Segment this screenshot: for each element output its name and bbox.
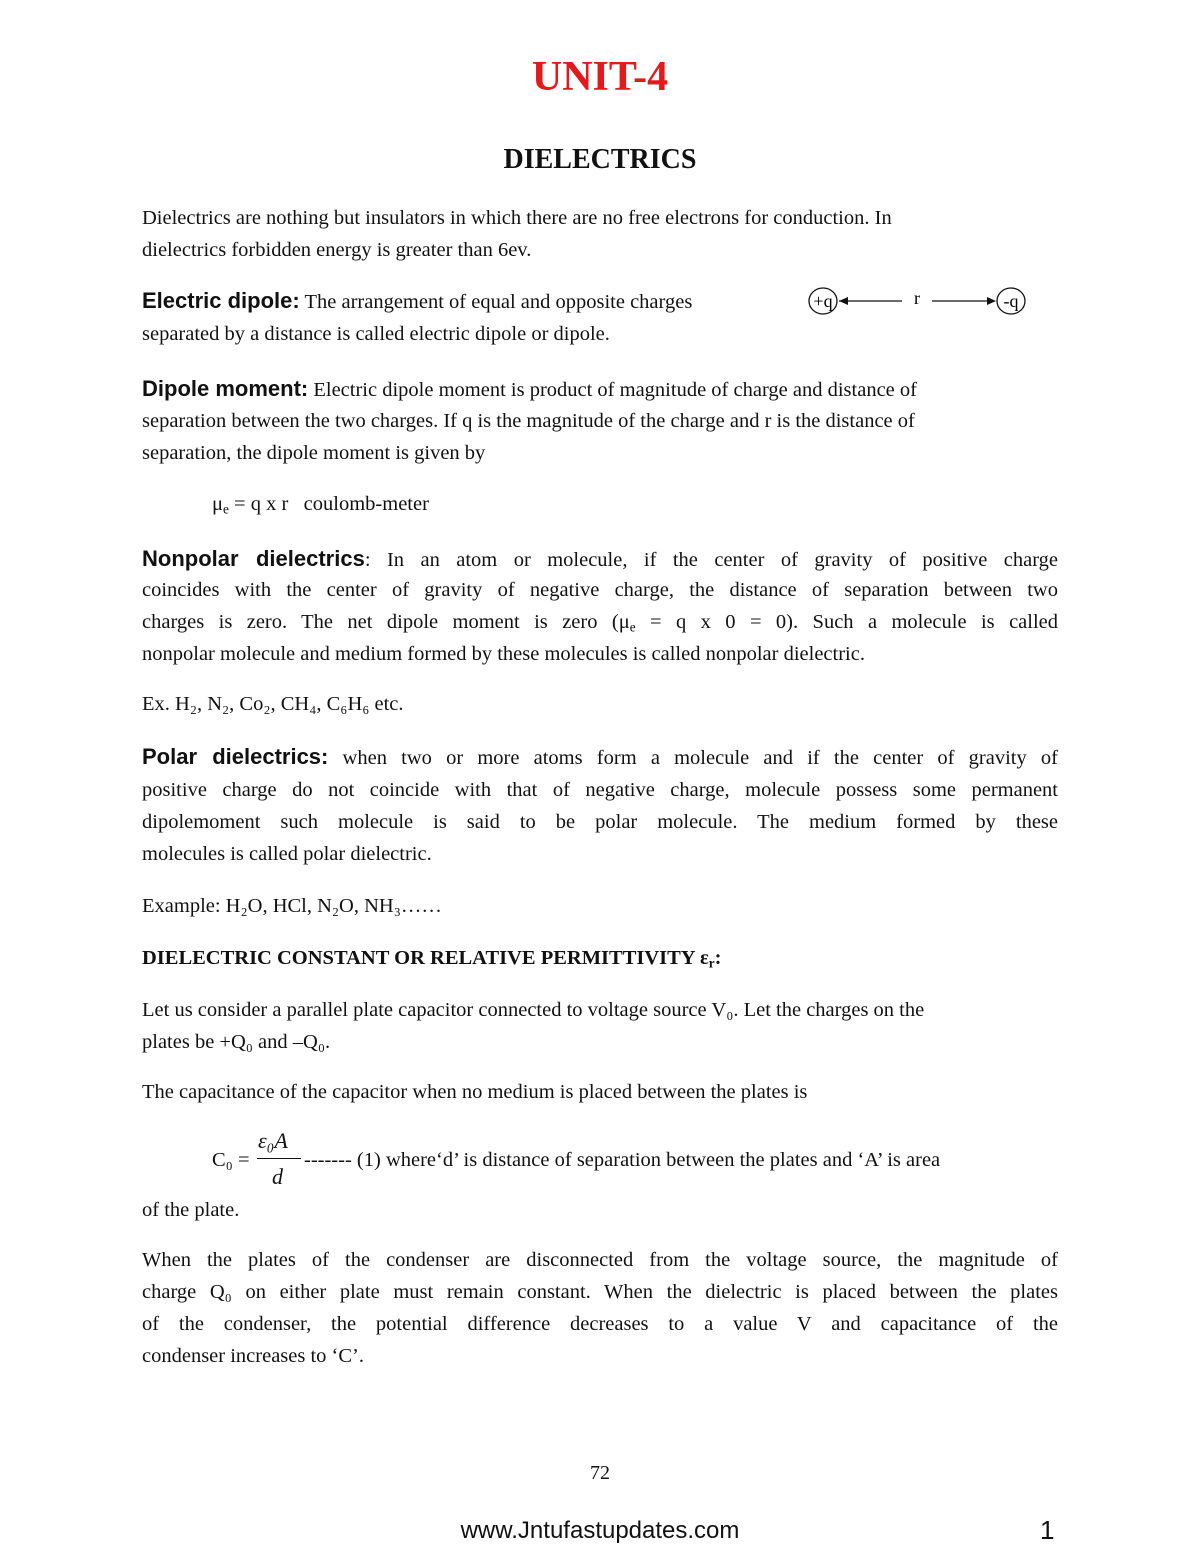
capacitor-para-line-2: plates be +Q₀ and –Q₀.	[142, 1031, 331, 1053]
dielectric-constant-heading-end: :	[714, 947, 722, 969]
footer-url: www.Jntufastupdates.com	[460, 1517, 740, 1544]
footer-page-number: 1	[1040, 1515, 1055, 1545]
page-number: 72	[590, 1462, 610, 1484]
polar-line-2: positive charge do not coincide with that of negative charge, molecule possess some permanent	[142, 779, 1058, 801]
fraction-bar	[257, 1158, 301, 1159]
mu-symbol: μ	[212, 493, 223, 515]
dipole-moment-line-1	[142, 378, 917, 401]
equation-rest: ------- (1) where‘d’ is distance of separation between the plates and ‘A’ is area	[304, 1149, 941, 1171]
intro-line-1: Dielectrics are nothing but insulators in which there are no free electrons for conduction. In	[142, 207, 892, 229]
nonpolar-line-4: nonpolar molecule and medium formed by these molecules is called nonpolar dielectric.	[142, 643, 865, 665]
condenser-para-line-3: of the condenser, the potential difference decreases to a value V and capacitance of the	[142, 1313, 1058, 1335]
nonpolar-examples: Ex. H₂, N₂, Co₂, CH₄, C₆H₆ etc.	[142, 693, 404, 715]
equation-denominator: d	[272, 1164, 283, 1189]
condenser-para-line-1: When the plates of the condenser are disconnected from the voltage source, the magnitude of	[142, 1249, 1058, 1271]
distance-label: r	[914, 288, 920, 308]
nonpolar-mu-subscript: e	[629, 619, 636, 635]
right-arrow-head	[987, 297, 996, 305]
equation-continuation: of the plate.	[142, 1199, 240, 1221]
nonpolar-line-3a: charges is zero. The net dipole moment is zero (μ	[142, 611, 630, 633]
dipole-moment-text: Electric dipole moment is product of magnitude of charge and distance of	[313, 379, 917, 401]
nonpolar-line-3	[142, 612, 1058, 633]
equation-numerator: ε₀A	[258, 1128, 288, 1153]
equation-lhs: C₀ =	[212, 1149, 250, 1171]
intro-line-2: dielectrics forbidden energy is greater than 6ev.	[142, 239, 532, 261]
formula-rest: = q x r coulomb-meter	[228, 493, 429, 515]
dipole-moment-heading: Dipole moment:	[142, 376, 309, 401]
nonpolar-heading: Nonpolar dielectrics	[142, 546, 365, 571]
electric-dipole-line-2: separated by a distance is called electric dipole or dipole.	[142, 323, 610, 345]
condenser-para-line-4: condenser increases to ‘C’.	[142, 1345, 364, 1367]
nonpolar-line-2: coincides with the center of gravity of negative charge, the distance of separation between two	[142, 579, 1058, 601]
negative-charge-label: -q	[1003, 291, 1019, 311]
dielectric-constant-heading-text: DIELECTRIC CONSTANT OR RELATIVE PERMITTIVITY ε	[142, 947, 709, 969]
polar-line-1	[142, 746, 1058, 769]
mu-subscript: e	[223, 501, 229, 517]
dipole-moment-line-3: separation, the dipole moment is given by	[142, 442, 486, 464]
condenser-para-line-2: charge Q₀ on either plate must remain constant. When the dielectric is placed between the plates	[142, 1281, 1058, 1303]
nonpolar-line-3b: = q x 0 = 0). Such a molecule is called	[635, 611, 1059, 633]
left-arrow-head	[839, 297, 848, 305]
unit-title: UNIT-4	[531, 54, 669, 100]
dipole-moment-line-2: separation between the two charges. If q is the magnitude of the charge and r is the distance of	[142, 410, 915, 432]
polar-line-4: molecules is called polar dielectric.	[142, 843, 432, 865]
capacitor-para-line-1: Let us consider a parallel plate capacitor connected to voltage source V₀. Let the charges on the	[142, 999, 925, 1021]
polar-text: when two or more atoms form a molecule and if the center of gravity of	[342, 747, 1058, 769]
capacitance-intro: The capacitance of the capacitor when no medium is placed between the plates is	[142, 1081, 808, 1103]
electric-dipole-text: The arrangement of equal and opposite charges	[304, 291, 693, 313]
polar-heading: Polar dielectrics:	[142, 744, 329, 769]
polar-examples: Example: H₂O, HCl, N₂O, NH₃……	[142, 895, 442, 917]
dipole-moment-formula	[212, 494, 429, 515]
positive-charge-label: +q	[813, 291, 833, 311]
nonpolar-text: : In an atom or molecule, if the center of gravity of positive charge	[364, 549, 1058, 571]
dipole-diagram	[806, 284, 1036, 318]
electric-dipole-line-1	[142, 290, 692, 313]
polar-line-3: dipolemoment such molecule is said to be polar molecule. The medium formed by these	[142, 811, 1058, 833]
epsilon-subscript: r	[708, 955, 715, 971]
chapter-title: DIELECTRICS	[503, 144, 697, 175]
nonpolar-line-1	[142, 548, 1058, 571]
dielectric-constant-heading	[142, 948, 721, 969]
electric-dipole-heading: Electric dipole:	[142, 288, 300, 313]
